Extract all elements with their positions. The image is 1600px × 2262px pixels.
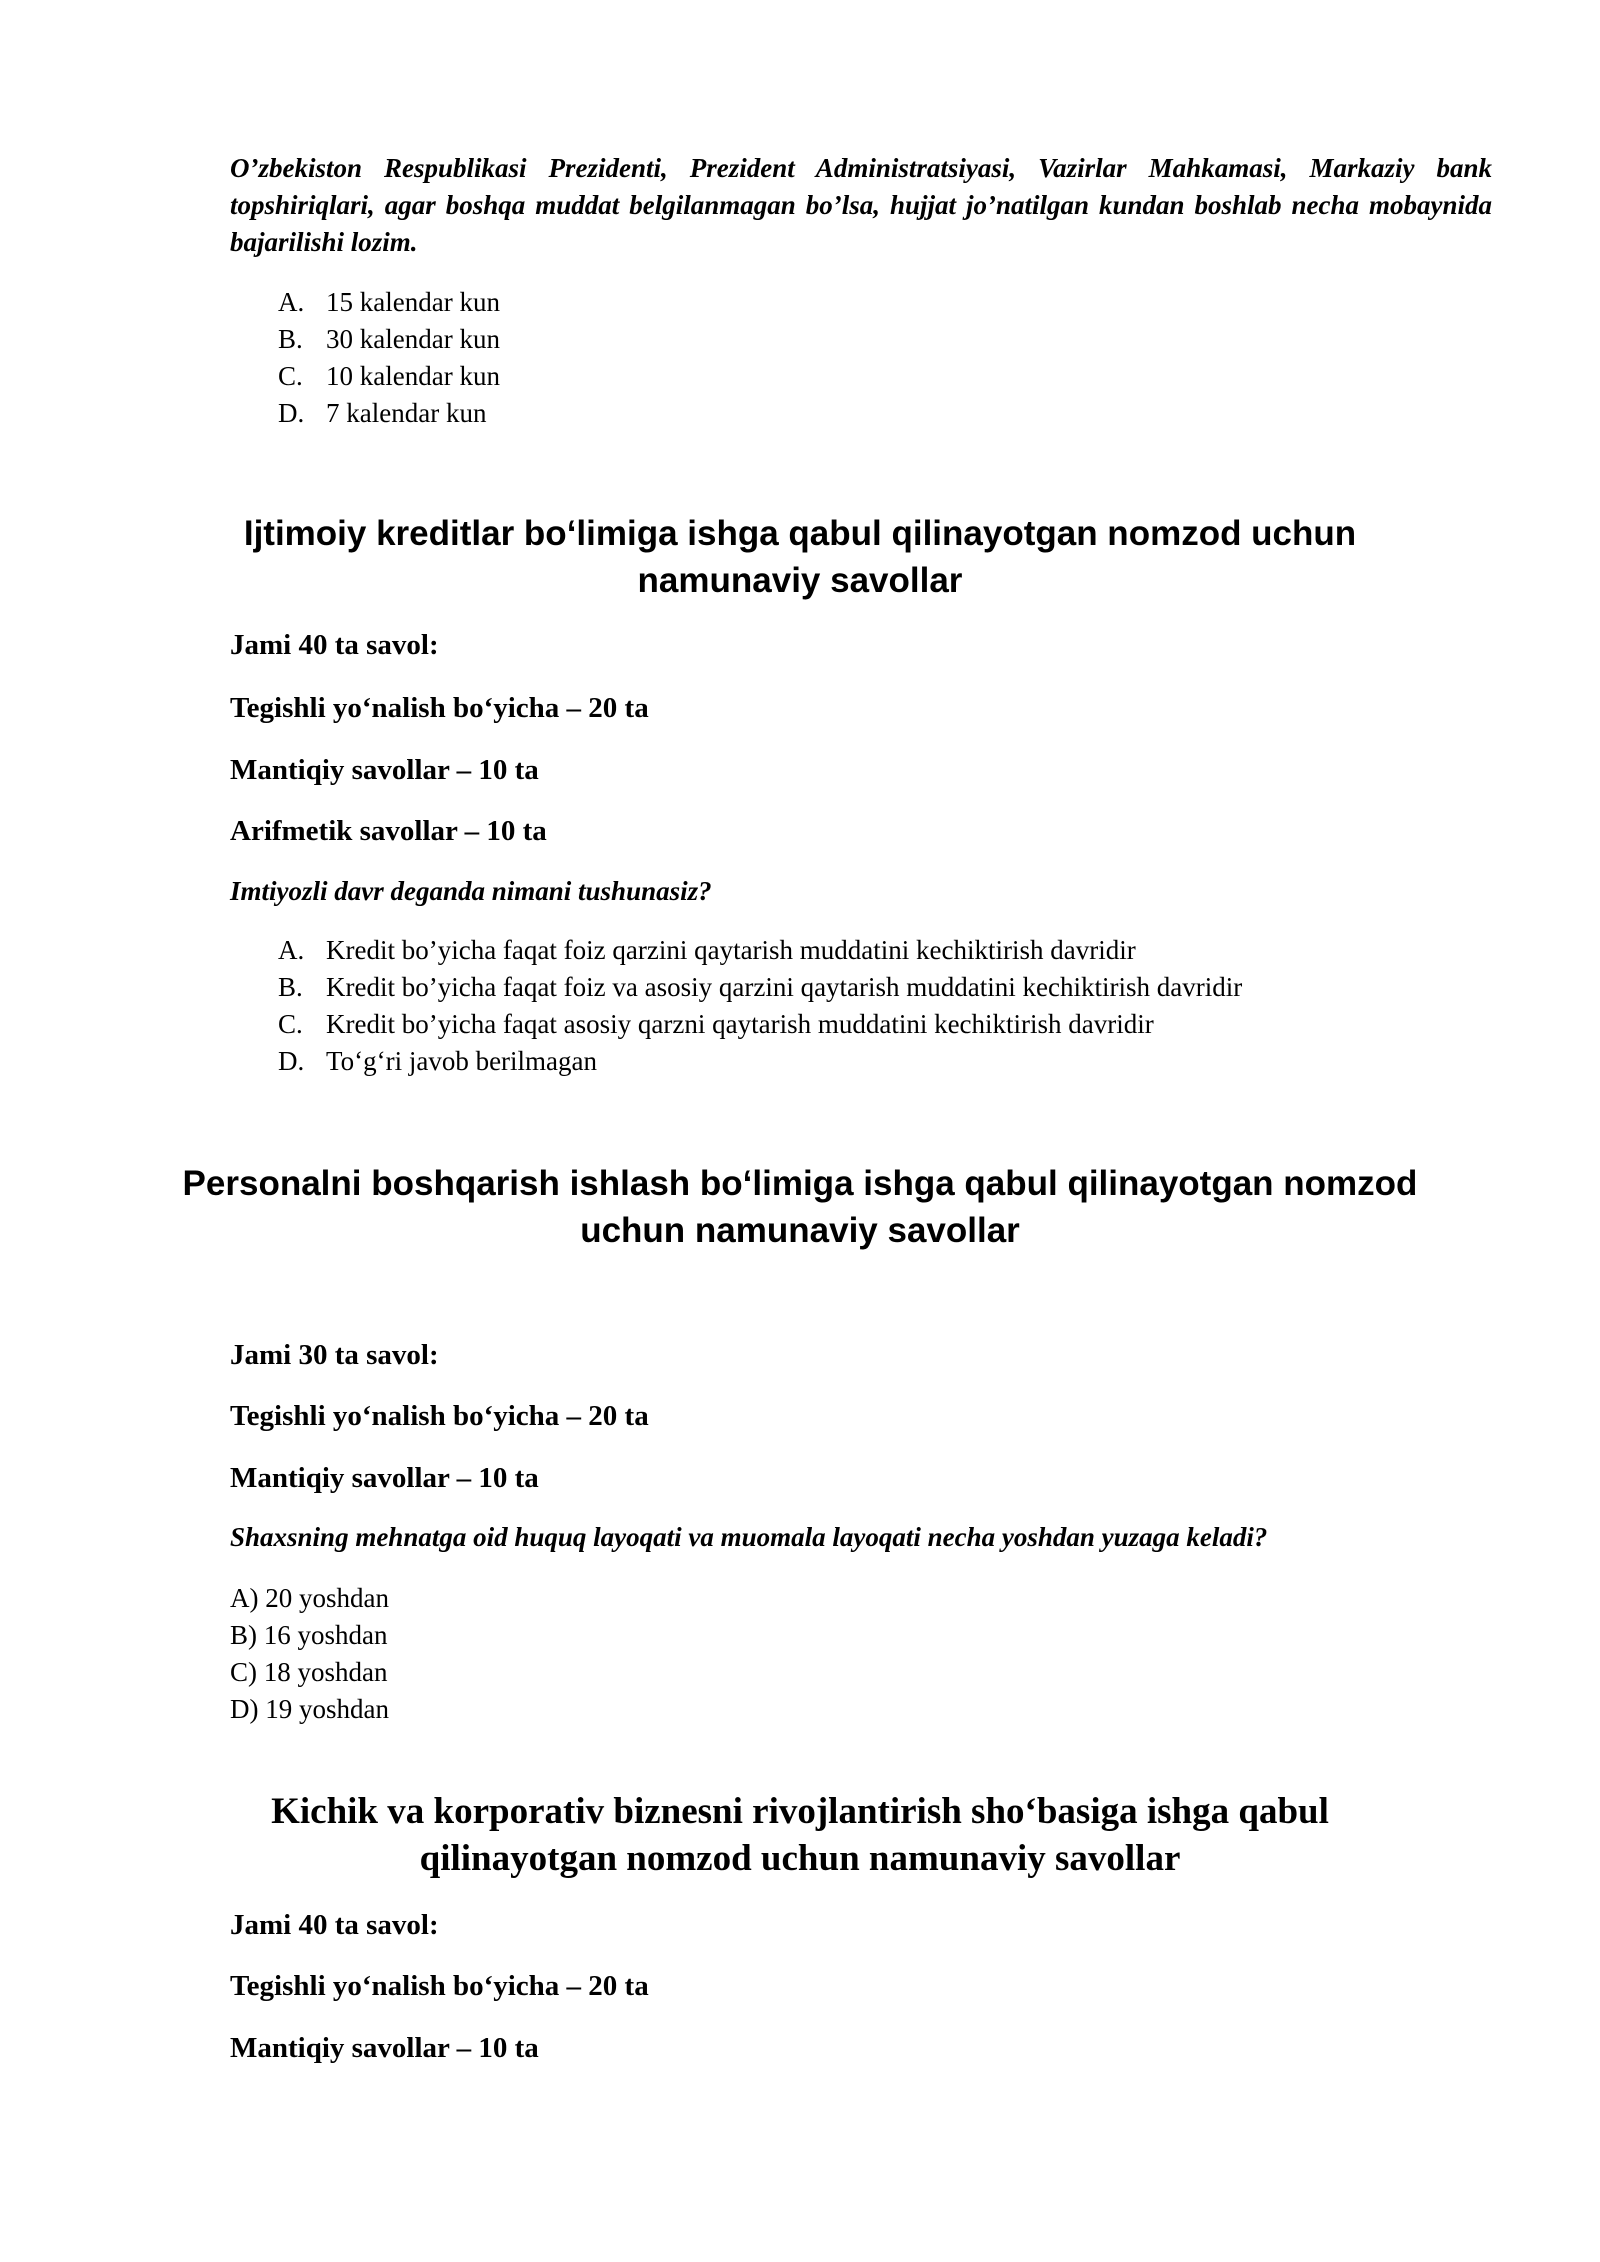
option-letter: D.	[278, 398, 305, 428]
option-text: 30 kalendar kun	[326, 324, 500, 354]
section3-item: Tegishli yo‘nalish bo‘yicha – 20 ta	[230, 1970, 649, 2002]
answer-option	[278, 1043, 1242, 1080]
option-text: Kredit bo’yicha faqat foiz qarzini qaytarish muddatini kechiktirish davridir	[326, 935, 1136, 965]
option-letter: C.	[278, 1009, 303, 1039]
option-letter: D.	[278, 1046, 305, 1076]
answer-option: B) 16 yoshdan	[230, 1620, 388, 1650]
section2-question: Shaxsning mehnatga oid huquq layoqati va muomala layoqati necha yoshdan yuzaga keladi?	[230, 1522, 1268, 1552]
section1-item: Mantiqiy savollar – 10 ta	[230, 754, 539, 786]
option-text: 7 kalendar kun	[326, 398, 487, 428]
section3-heading	[180, 1788, 1420, 1882]
answer-option	[278, 969, 1242, 1006]
option-letter: A.	[278, 287, 305, 317]
section2-item: Mantiqiy savollar – 10 ta	[230, 1462, 539, 1494]
section1-item: Arifmetik savollar – 10 ta	[230, 815, 547, 847]
answer-option	[278, 284, 500, 321]
heading-line: uchun namunaviy savollar	[580, 1211, 1020, 1250]
section1-options-list	[278, 932, 1242, 1080]
option-text: 15 kalendar kun	[326, 287, 500, 317]
intro-question-text: O’zbekiston Respublikasi Prezidenti, Prezident Administratsiyasi, Vazirlar Mahkamasi, Markaziy bank topshiriqlari, agar boshqa muddat belgilanmagan bo’lsa, hujjat jo’natilgan kundan boshlab necha mobaynida bajarilishi lozim.	[230, 153, 1492, 257]
answer-option	[278, 395, 500, 432]
heading-line: Kichik va korporativ biznesni rivojlantirish sho‘basiga ishga qabul	[271, 1791, 1329, 1832]
heading-line: Ijtimoiy kreditlar bo‘limiga ishga qabul qilinayotgan nomzod uchun	[243, 514, 1357, 553]
section2-options-list	[230, 1580, 389, 1728]
section1-item: Tegishli yo‘nalish bo‘yicha – 20 ta	[230, 692, 649, 724]
intro-options-list	[278, 284, 500, 432]
section1-question: Imtiyozli davr deganda nimani tushunasiz?	[230, 876, 712, 906]
section2-total: Jami 30 ta savol:	[230, 1339, 439, 1371]
option-letter: B.	[278, 972, 303, 1002]
answer-option: C) 18 yoshdan	[230, 1657, 388, 1687]
option-text: 10 kalendar kun	[326, 361, 500, 391]
option-letter: B.	[278, 324, 303, 354]
section2-heading	[180, 1160, 1420, 1254]
answer-option: D) 19 yoshdan	[230, 1694, 389, 1724]
heading-line: qilinayotgan nomzod uchun namunaviy savollar	[419, 1838, 1181, 1879]
answer-option	[278, 358, 500, 395]
section2-item: Tegishli yo‘nalish bo‘yicha – 20 ta	[230, 1400, 649, 1432]
section3-total: Jami 40 ta savol:	[230, 1909, 439, 1941]
option-text: Kredit bo’yicha faqat foiz va asosiy qarzini qaytarish muddatini kechiktirish davridir	[326, 972, 1243, 1002]
option-text: Kredit bo’yicha faqat asosiy qarzni qaytarish muddatini kechiktirish davridir	[326, 1009, 1154, 1039]
heading-line: namunaviy savollar	[637, 561, 963, 600]
option-letter: A.	[278, 935, 305, 965]
answer-option: A) 20 yoshdan	[230, 1583, 389, 1613]
section1-heading	[180, 510, 1420, 604]
answer-option	[278, 1006, 1242, 1043]
section1-total: Jami 40 ta savol:	[230, 629, 439, 661]
answer-option	[278, 932, 1242, 969]
option-letter: C.	[278, 361, 303, 391]
answer-option	[278, 321, 500, 358]
heading-line: Personalni boshqarish ishlash bo‘limiga ishga qabul qilinayotgan nomzod	[182, 1164, 1418, 1203]
option-text: To‘g‘ri javob berilmagan	[326, 1046, 598, 1076]
section3-item: Mantiqiy savollar – 10 ta	[230, 2032, 539, 2064]
